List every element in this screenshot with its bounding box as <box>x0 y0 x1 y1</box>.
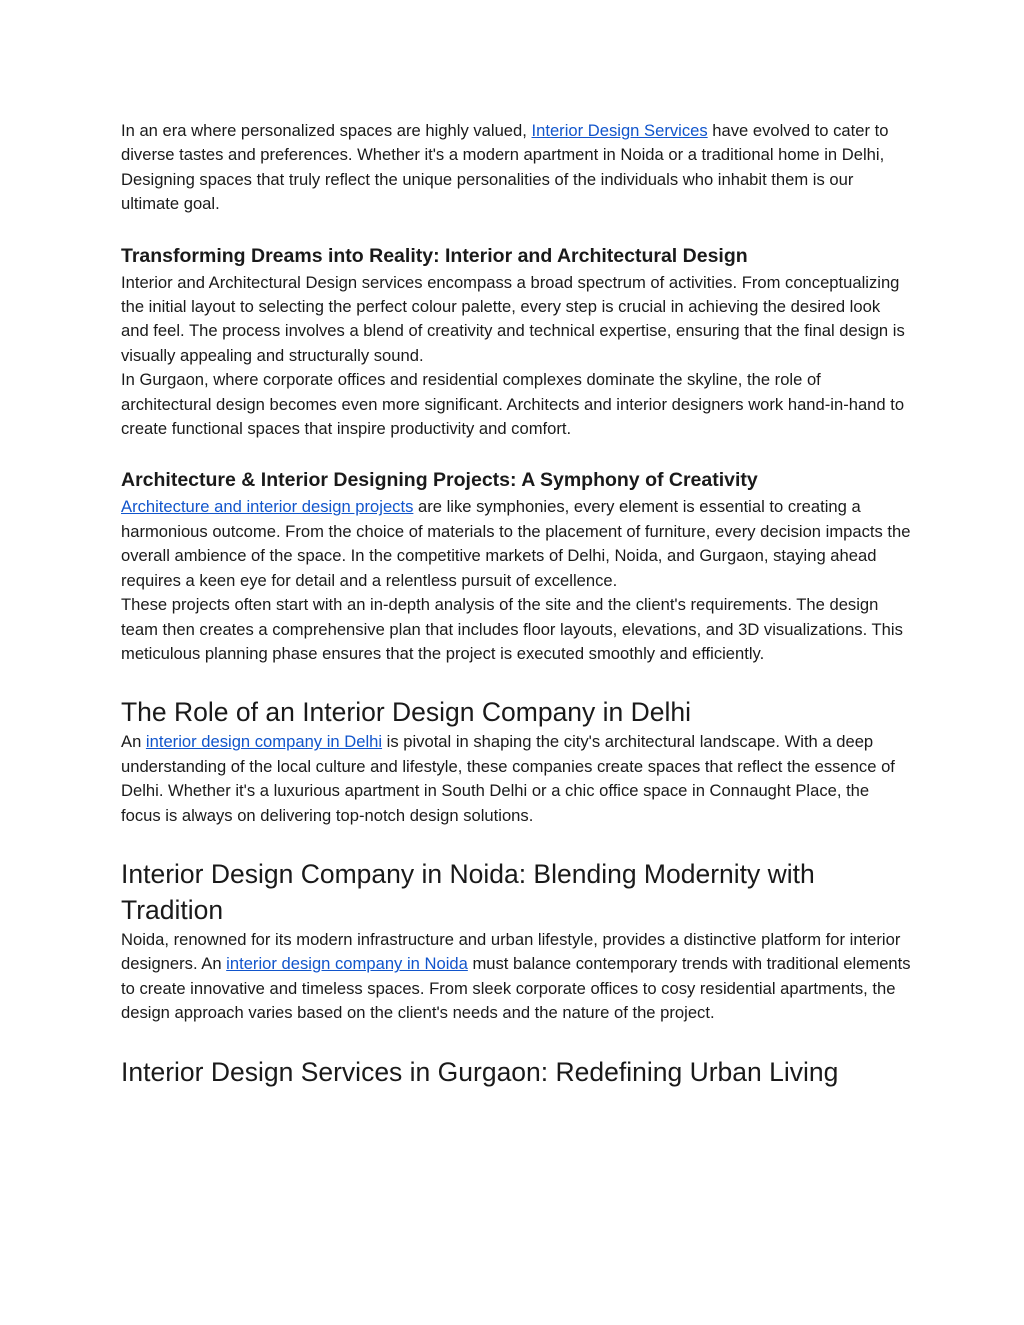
delhi-company-link[interactable]: interior design company in Delhi <box>145 732 383 752</box>
section2-text-after: are like symphonies, every element is essential to creating a harmonious outcome. From the choice of materials to the placement of furniture, every decision impacts the overall ambience of the space. In the competitive markets of Delhi, Noida, and Gurgaon, staying ahead requires a keen eye for detail and a relentless pursuit of excellence. <box>121 497 911 590</box>
section1-heading: Transforming Dreams into Reality: Interior and Architectural Design <box>121 244 748 267</box>
section2-heading: Architecture & Interior Designing Projects: A Symphony of Creativity <box>121 469 758 492</box>
intro-paragraph <box>121 119 911 217</box>
intro-text-after: have evolved to cater to diverse tastes and preferences. Whether it's a modern apartment in Noida or a traditional home in Delhi, Designing spaces that truly reflect the unique personalities of the individuals who inhabit them is our ultimate goal. <box>121 121 889 214</box>
section4-heading: Interior Design Company in Noida: Blending Modernity with Tradition <box>121 858 815 925</box>
section4-text-before: Noida, renowned for its modern infrastructure and urban lifestyle, provides a distinctive platform for interior designers. An <box>121 929 901 974</box>
section4-paragraph <box>121 928 911 1026</box>
section3-text-after: is pivotal in shaping the city's architectural landscape. With a deep understanding of the local culture and lifestyle, these companies create spaces that reflect the essence of Delhi. Whether it's a luxurious apartment in South Delhi or a chic office space in Connaught Place, the focus is always on delivering top-notch design solutions. <box>121 732 895 825</box>
intro-text-before: In an era where personalized spaces are highly valued, <box>121 121 532 140</box>
section3-text-before: An <box>121 732 146 752</box>
section2-paragraph-1 <box>121 495 911 593</box>
interior-design-services-link[interactable]: Interior Design Services <box>531 121 708 140</box>
document-page <box>121 119 911 1090</box>
noida-company-link[interactable]: interior design company in Noida <box>226 954 468 974</box>
section4-text-after: must balance contemporary trends with traditional elements to create innovative and timeless spaces. From sleek corporate offices to cosy residential apartments, the design approach varies based on the client's needs and the nature of the project. <box>121 954 911 1023</box>
section2-paragraph-2: These projects often start with an in-depth analysis of the site and the client's requirements. The design team then creates a comprehensive plan that includes floor layouts, elevations, and 3D visualizations. This meticulous planning phase ensures that the project is executed smoothly and efficiently. <box>121 595 903 663</box>
section1-paragraph-2: In Gurgaon, where corporate offices and residential complexes dominate the skyline, the role of architectural design becomes even more significant. Architects and interior designers work hand-in-hand to create functional spaces that inspire productivity and comfort. <box>121 370 905 439</box>
section5-heading: Interior Design Services in Gurgaon: Redefining Urban Living <box>121 1056 839 1087</box>
section3-heading: The Role of an Interior Design Company in Delhi <box>121 697 692 728</box>
section3-paragraph <box>121 730 911 828</box>
architecture-projects-link[interactable]: Architecture and interior design projects <box>121 497 414 517</box>
section1-paragraph-1: Interior and Architectural Design services encompass a broad spectrum of activities. From conceptualizing the initial layout to selecting the perfect colour palette, every step is crucial in achieving the desired look and feel. The process involves a blend of creativity and technical expertise, ensuring that the final design is visually appealing and structurally sound. <box>121 272 905 365</box>
